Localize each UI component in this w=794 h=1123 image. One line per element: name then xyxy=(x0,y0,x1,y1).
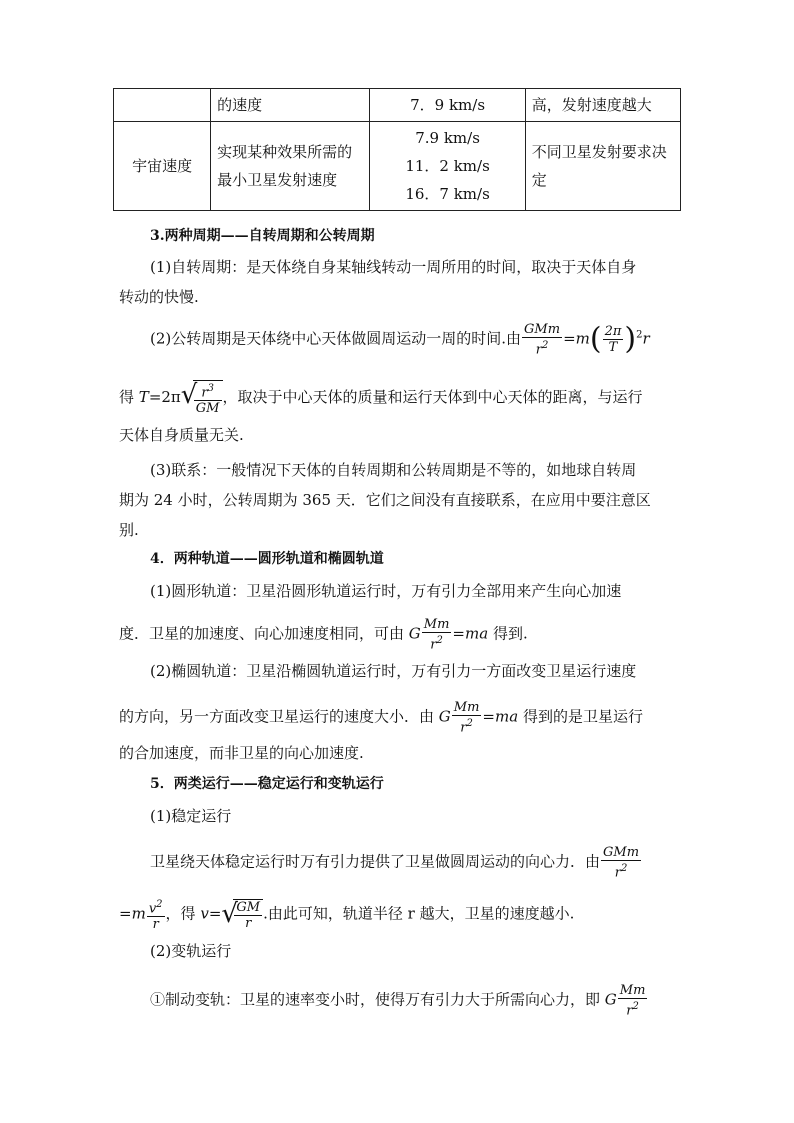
paragraph-line: 转动的快慢. xyxy=(119,288,199,306)
section-heading: 3.两种周期——自转周期和公转周期 xyxy=(150,228,375,244)
text: 的方向，另一方面改变卫星运行的速度大小．由 xyxy=(119,707,435,726)
formula-sqrt: √ $\frac{GM}{r}$ xyxy=(221,899,263,931)
text: ，取决于中心天体的质量和运行天体到中心天体的距离，与运行 xyxy=(222,388,643,407)
paragraph-line: (1)圆形轨道：卫星沿圆形轨道运行时，万有引力全部用来产生向心加速 xyxy=(150,582,622,600)
paragraph-line: (2)椭圆轨道：卫星沿椭圆轨道运行时，万有引力一方面改变卫星运行速度 xyxy=(150,662,637,680)
text: 度．卫星的加速度、向心加速度相同，可由 xyxy=(119,624,405,643)
paragraph-line: 的方向，另一方面改变卫星运行的速度大小．由 G $\frac{Mm}{r^2}$ =ma 得到的是卫星运行 xyxy=(119,700,643,736)
subheading: (2)变轨运行 xyxy=(150,942,232,960)
table-row xyxy=(114,122,681,211)
section-heading: 5．两类运行——稳定运行和变轨运行 xyxy=(150,776,384,792)
formula-fraction: $\frac{2\pi}{T}$ xyxy=(604,324,622,356)
formula-fraction: $\frac{Mm}{r^2}$ xyxy=(423,617,450,653)
paragraph-line: 得 T=2π √ $\frac{r^3}{GM}$ ，取决于中心天体的质量和运行天体到中心天体的距离，与运行 xyxy=(119,380,643,417)
table-cell: 高，发射速度越大 xyxy=(525,89,680,122)
text: ①制动变轨：卫星的速率变小时，使得万有引力大于所需向心力，即 xyxy=(150,990,601,1009)
table-cell: 的速度 xyxy=(211,89,370,122)
paragraph-line xyxy=(150,845,710,880)
paragraph-line: (2)公转周期是天体绕中心天体做圆周运动一周的时间.由 $\frac{\text{GMm}}{r^2}$ =m( $\frac{2\pi}{T}$ )$^2$r xyxy=(150,321,650,358)
velocity-value: 16．7 km/s xyxy=(405,185,490,203)
paragraph-line: =m $\frac{v^2}{r}$ ，得 v= √ $\frac{GM}{r}$ .由此可知，轨道半径 r 越大，卫星的速度越小. xyxy=(119,898,575,933)
formula-fraction: $\frac{Mm}{r^2}$ xyxy=(619,983,646,1019)
text: ，得 xyxy=(165,904,196,923)
text: 得 xyxy=(119,388,135,407)
table-cell xyxy=(370,122,525,211)
paragraph-line: (1)自转周期：是天体绕自身某轴线转动一周所用的时间，取决于天体自身 xyxy=(150,258,637,276)
paragraph-line: 期为 24 小时，公转周期为 365 天．它们之间没有直接联系，在应用中要注意区 xyxy=(119,491,651,509)
text: 得到的是卫星运行 xyxy=(522,707,643,726)
cosmic-velocity-table xyxy=(113,88,681,211)
text: 得到. xyxy=(492,624,528,643)
paragraph-line: 天体自身质量无关. xyxy=(119,426,244,444)
formula-sqrt: √ $\frac{r^3}{GM}$ xyxy=(181,380,223,416)
text: 卫星绕天体稳定运行时万有引力提供了卫星做圆周运动的向心力．由 xyxy=(150,852,601,871)
formula-fraction: $\frac{\text{GMm}}{r^2}$ xyxy=(603,845,640,881)
paragraph-line: (3)联系：一般情况下天体的自转周期和公转周期是不等的，如地球自转周 xyxy=(150,461,637,479)
formula-fraction: $\frac{v^2}{r}$ xyxy=(148,899,163,933)
table-cell: 实现某种效果所需的最小卫星发射速度 xyxy=(211,122,370,211)
table-row xyxy=(114,89,681,122)
text: .由此可知，轨道半径 r 越大，卫星的速度越小. xyxy=(263,904,575,923)
formula-fraction: $\frac{Mm}{r^2}$ xyxy=(453,700,480,736)
table-cell xyxy=(114,89,211,122)
velocity-value: 11．2 km/s xyxy=(405,157,490,175)
paragraph-line: ①制动变轨：卫星的速率变小时，使得万有引力大于所需向心力，即 G $\frac{Mm}{r^2}$ xyxy=(150,983,646,1019)
subheading: (1)稳定运行 xyxy=(150,807,232,825)
velocity-value: 7.9 km/s xyxy=(415,129,480,147)
paragraph-line: 的合加速度，而非卫星的向心加速度. xyxy=(119,744,364,762)
paragraph-line: 度．卫星的加速度、向心加速度相同，可由 G $\frac{Mm}{r^2}$ =ma 得到. xyxy=(119,617,528,653)
text: (2)公转周期是天体绕中心天体做圆周运动一周的时间.由 xyxy=(150,329,522,348)
section-heading: 4．两种轨道——圆形轨道和椭圆轨道 xyxy=(150,551,384,567)
table-cell: 不同卫星发射要求决定 xyxy=(525,122,680,211)
table-cell: 宇宙速度 xyxy=(114,122,211,211)
formula-fraction: $\frac{\text{GMm}}{r^2}$ xyxy=(524,322,561,358)
paragraph-line: 别. xyxy=(119,521,139,539)
table-cell: 7．9 km/s xyxy=(370,89,525,122)
